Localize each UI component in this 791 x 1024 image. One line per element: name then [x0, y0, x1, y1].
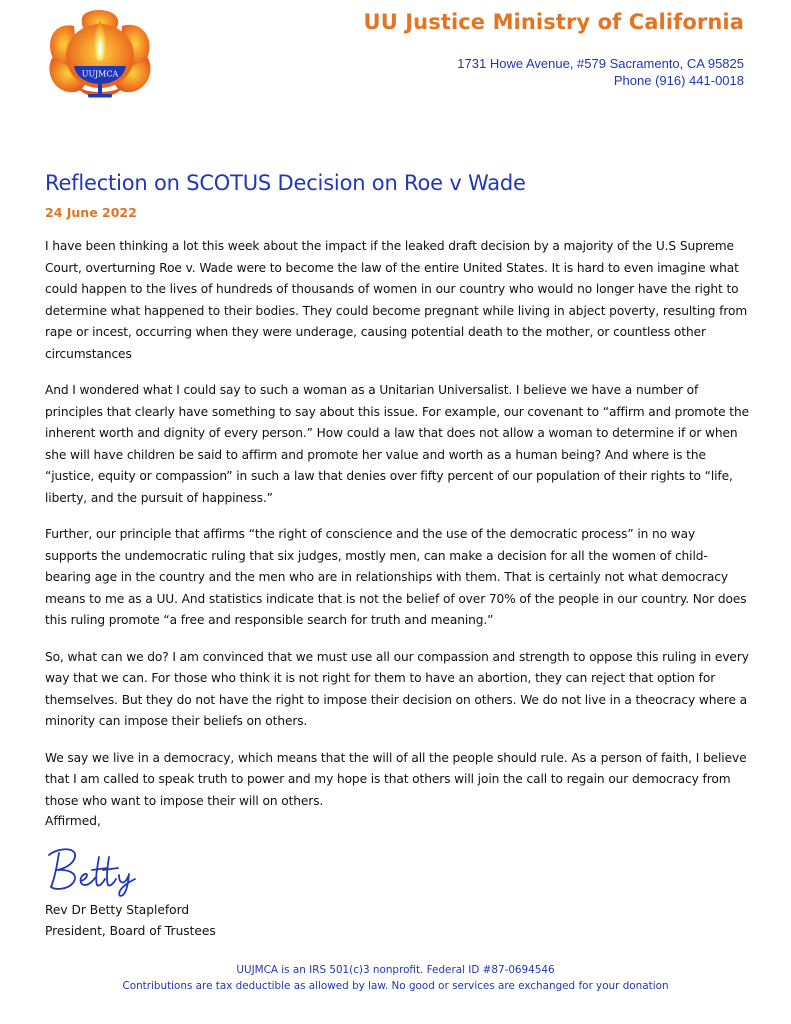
signer-name: Rev Dr Betty Stapleford	[45, 903, 190, 917]
letter-body	[45, 236, 751, 827]
body-paragraph-4: So, what can we do? I am convinced that we must use all our compassion and strength to oppose this ruling in every way that we can. For those who think it is not right for them to have an abortion, they can reject that option for themselves. But they do not have the right to impose their decision on others. We do not live in a theocracy where a minority can impose their beliefs on others.	[45, 649, 749, 728]
footer	[0, 962, 791, 994]
signer-title: President, Board of Trustees	[45, 924, 216, 938]
phone-number: Phone (916) 441-0018	[613, 73, 744, 88]
document-title: Reflection on SCOTUS Decision on Roe v Wade	[45, 171, 526, 195]
handwritten-signature	[45, 843, 140, 899]
body-paragraph-1: I have been thinking a lot this week about the impact if the leaked draft decision by a majority of the U.S Supreme Court, overturning Roe v. Wade were to become the law of the entire United States. It is hard to even imagine what could happen to the lives of hundreds of thousands of women in our country who would no longer have the right to determine what happened to their bodies. They could become pregnant while living in abject poverty, resulting from rape or incest, occurring when they were underage, causing potential death to the mother, or countless other circumstances	[45, 239, 748, 361]
street-address: 1731 Howe Avenue, #579 Sacramento, CA 95825	[457, 56, 744, 71]
closing-line: Affirmed,	[45, 814, 101, 828]
document-date: 24 June 2022	[45, 205, 137, 220]
body-paragraph-2: And I wondered what I could say to such a woman as a Unitarian Universalist. I believe we have a number of principles that clearly have something to say about this issue. For example, our covenant to “affirm and promote the inherent worth and dignity of every person.” How could a law that does not allow a woman to determine if or when she will have children be said to affirm and promote her value and worth as a human being? And where is the “justice, equity or compassion” in such a law that denies over fifty percent of our population of their rights to “life, liberty, and the pursuit of happiness.”	[45, 383, 749, 505]
organization-name: UU Justice Ministry of California	[363, 10, 744, 34]
body-paragraph-3: Further, our principle that affirms “the right of conscience and the use of the democratic process” in no way supports the undemocratic ruling that six judges, mostly men, can make a decision for all the women of child-bearing age in the country and the men who are in relationships with them. That is certainly not what democracy means to me as a UU. And statistics indicate that is not the belief of over 70% of the people in our country. Nor does this ruling promote “a free and responsible search for truth and meaning.”	[45, 527, 747, 627]
signer-block	[45, 900, 216, 942]
chalice-flower-logo	[44, 8, 156, 106]
footer-nonprofit-line: UUJMCA is an IRS 501(c)3 nonprofit. Federal ID #87-0694546	[236, 964, 555, 976]
logo-text: UUJMCA	[81, 69, 119, 79]
body-paragraph-5: We say we live in a democracy, which means that the will of all the people should rule. As a person of faith, I believe that I am called to speak truth to power and my hope is that others will join the call to regain our democracy from those who want to impose their will on others.	[45, 750, 747, 808]
letterhead-address-block	[457, 55, 744, 89]
footer-donation-line: Contributions are tax deductible as allowed by law. No good or services are exchanged for your donation	[122, 980, 669, 992]
